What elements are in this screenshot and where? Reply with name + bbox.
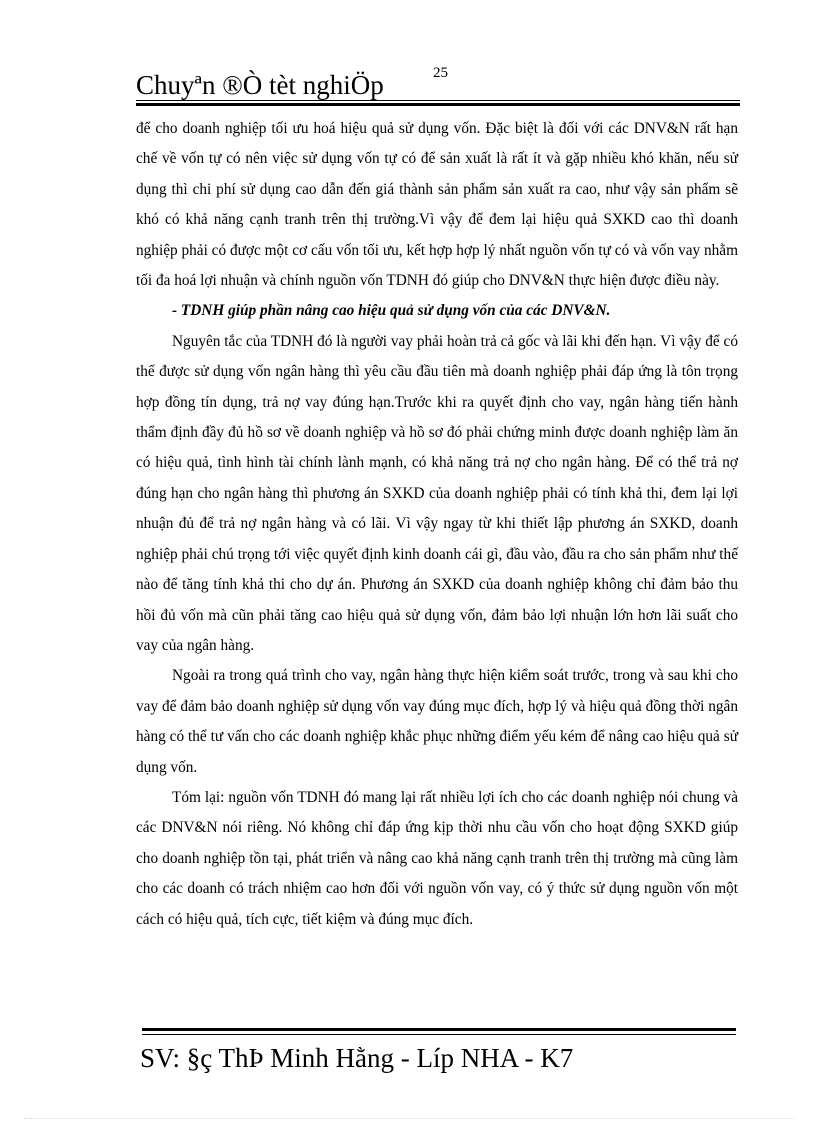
header-rule-top — [136, 100, 740, 101]
page-number: 25 — [433, 65, 448, 81]
paragraph-2: Nguyên tắc của TDNH đó là người vay phải hoàn trả cả gốc và lãi khi đến hạn. Vì vậy để có thể được sử dụng vốn ngân hàng thì yêu cầu đầu tiên mà doanh nghiệp phải đáp ứng là tôn trọng hợp đồng tín dụng, trả nợ vay đúng hạn.Trước khi ra quyết định cho vay, ngân hàng tiến hành thẩm định đầy đủ hồ sơ về doanh nghiệp và hồ sơ đó phải chứng minh được doanh nghiệp làm ăn có hiệu quả, tình hình tài chính lành mạnh, có khả năng trả nợ cho ngân hàng. Để có thể trả nợ đúng hạn cho ngân hàng thì phương án SXKD của doanh nghiệp phải có tính khả thi, đem lại lợi nhuận đủ để trả nợ ngân hàng và có lãi. Vì vậy ngay từ khi thiết lập phương án SXKD, doanh nghiệp phải chú trọng tới việc quyết định kinh doanh cái gì, đầu vào, đầu ra cho sản phẩm như thế nào để tăng tính khả thi cho dự án. Phương án SXKD của doanh nghiệp không chỉ đảm bảo thu hồi đủ vốn mà cũn phải tăng cao hiệu quả sử dụng vốn, đảm bảo lợi nhuận lớn hơn lãi suất cho vay của ngân hàng. — [136, 332, 738, 654]
body-text — [136, 114, 738, 935]
footer-rule-top — [142, 1028, 736, 1031]
header-rule-bottom — [136, 103, 740, 106]
footer-rule-bottom — [142, 1034, 736, 1035]
paragraph-4: Tóm lại: nguồn vốn TDNH đó mang lại rất nhiều lợi ích cho các doanh nghiệp nói chung và các DNV&N nói riêng. Nó không chỉ đáp ứng kịp thời nhu cầu vốn cho hoạt động SXKD giúp cho doanh nghiệp tồn tại, phát triển và nâng cao khả năng cạnh tranh trên thị trường mà cũng làm cho các doanh có trách nhiệm cao hơn đối với nguồn vốn vay, có ý thức sử dụng nguồn vốn một cách có hiệu quả, tích cực, tiết kiệm và đúng mục đích. — [136, 788, 738, 928]
paragraph-3: Ngoài ra trong quá trình cho vay, ngân hàng thực hiện kiểm soát trước, trong và sau khi cho vay để đảm bảo doanh nghiệp sử dụng vốn vay đúng mục đích, hợp lý và hiệu quả đồng thời ngân hàng có thể tư vấn cho các doanh nghiệp khắc phục những điểm yếu kém để nâng cao hiệu quả sử dụng vốn. — [136, 667, 738, 776]
page-bottom-divider — [24, 1118, 794, 1119]
section-heading: - TDNH giúp phần nâng cao hiệu quả sử dụng vốn của các DNV&N. — [172, 302, 611, 320]
paragraph-1: để cho doanh nghiệp tối ưu hoá hiệu quả sử dụng vốn. Đặc biệt là đối với các DNV&N rất hạn chế về vốn tự có nên việc sử dụng vốn tự có để sản xuất là rất ít và gặp nhiều khó khăn, nếu sử dụng thì chi phí sử dụng cao dẫn đến giá thành sản phẩm sản xuất ra cao, như vậy sản phẩm sẽ khó có khả năng cạnh tranh trên thị trường.Vì vậy để đem lại hiệu quả SXKD cao thì doanh nghiệp phải có được một cơ cấu vốn tối ưu, kết hợp hợp lý nhất nguồn vốn tự có và vốn vay nhằm tối đa hoá lợi nhuận và chính nguồn vốn TDNH đó giúp cho DNV&N thực hiện được điều này. — [136, 120, 738, 290]
footer-author: SV: §ç ThÞ Minh Hằng - Líp NHA - K7 — [140, 1043, 574, 1073]
header-title: Chuyªn ®Ò tèt nghiÖp — [136, 70, 384, 100]
